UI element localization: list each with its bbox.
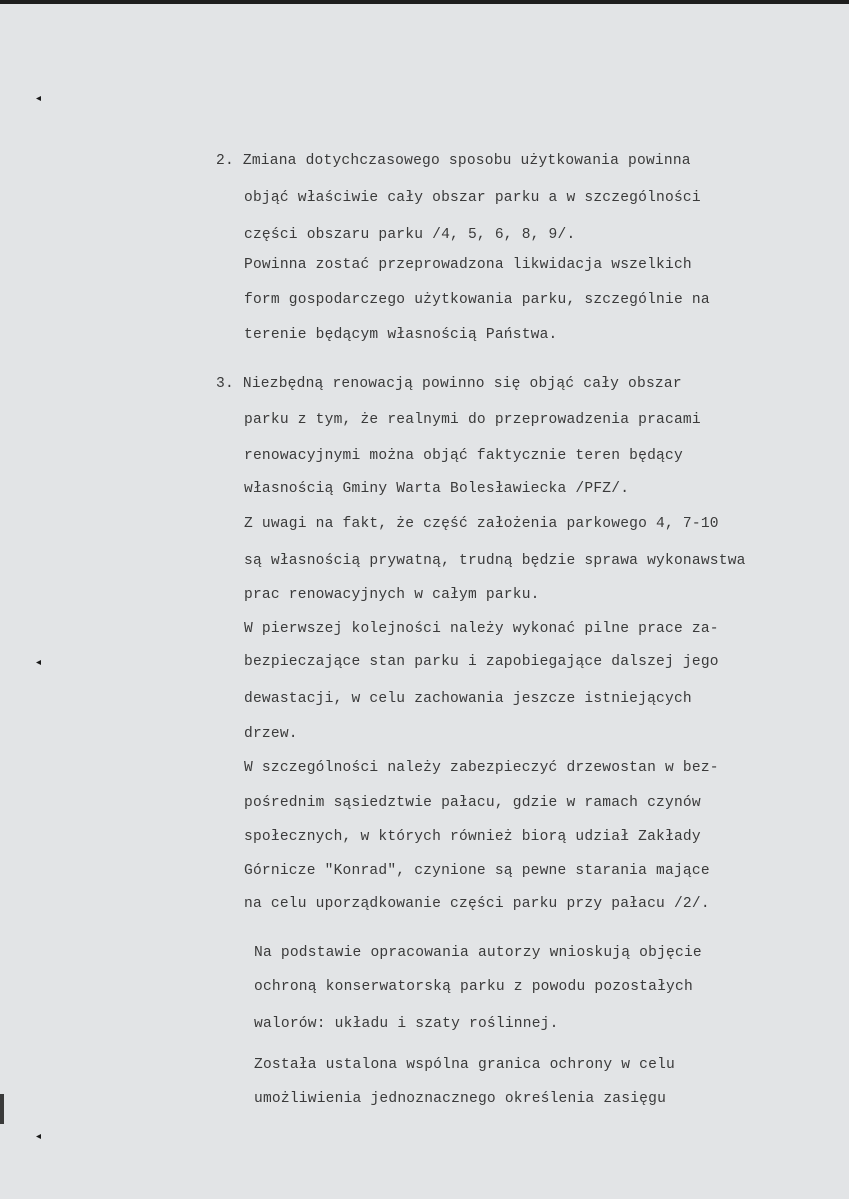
binder-hole-mark-middle [36,660,41,665]
paragraph-3-line-4: własnością Gminy Warta Bolesławiecka /PFZ/. [244,481,630,497]
paragraph-3-line-5: Z uwagi na fakt, że część założenia parkowego 4, 7-10 [244,516,719,532]
binder-hole-mark-top [36,96,41,101]
paragraph-2-line-6: terenie będącym własnością Państwa. [244,327,558,343]
paragraph-2-line-5: form gospodarczego użytkowania parku, szczególnie na [244,292,710,308]
paragraph-3-line-1: 3. Niezbędną renowacją powinno się objąć cały obszar [216,376,682,392]
paragraph-2-line-4: Powinna zostać przeprowadzona likwidacja wszelkich [244,257,692,273]
paragraph-4-line-1: Na podstawie opracowania autorzy wnioskują objęcie [254,945,702,961]
paragraph-3-line-8: W pierwszej kolejności należy wykonać pilne prace za- [244,621,719,637]
paragraph-4-line-3: walorów: układu i szaty roślinnej. [254,1016,559,1032]
paragraph-3-line-7: prac renowacyjnych w całym parku. [244,587,540,603]
paragraph-3-line-15: Górnicze "Konrad", czynione są pewne starania mające [244,863,710,879]
paragraph-3-line-10: dewastacji, w celu zachowania jeszcze istniejących [244,691,692,707]
paragraph-3-line-3: renowacyjnymi można objąć faktycznie teren będący [244,448,683,464]
paragraph-3-line-9: bezpieczające stan parku i zapobiegające dalszej jego [244,654,719,670]
scan-left-shadow [0,1094,4,1124]
document-page [0,4,849,1199]
paragraph-3-line-13: pośrednim sąsiedztwie pałacu, gdzie w ramach czynów [244,795,701,811]
paragraph-2-line-3: części obszaru parku /4, 5, 6, 8, 9/. [244,227,576,243]
binder-hole-mark-bottom [36,1134,41,1139]
paragraph-2-line-2: objąć właściwie cały obszar parku a w szczególności [244,190,701,206]
paragraph-3-line-12: W szczególności należy zabezpieczyć drzewostan w bez- [244,760,719,776]
paragraph-3-line-6: są własnością prywatną, trudną będzie sprawa wykonawstwa [244,553,746,569]
paragraph-3-line-11: drzew. [244,726,298,742]
paragraph-3-line-14: społecznych, w których również biorą udział Zakłady [244,829,701,845]
paragraph-4-line-2: ochroną konserwatorską parku z powodu pozostałych [254,979,693,995]
paragraph-2-line-1: 2. Zmiana dotychczasowego sposobu użytkowania powinna [216,153,691,169]
paragraph-5-line-1: Została ustalona wspólna granica ochrony w celu [254,1057,676,1073]
paragraph-3-line-16: na celu uporządkowanie części parku przy pałacu /2/. [244,896,710,912]
paragraph-5-line-2: umożliwienia jednoznacznego określenia zasięgu [254,1091,667,1107]
paragraph-3-line-2: parku z tym, że realnymi do przeprowadzenia pracami [244,412,701,428]
